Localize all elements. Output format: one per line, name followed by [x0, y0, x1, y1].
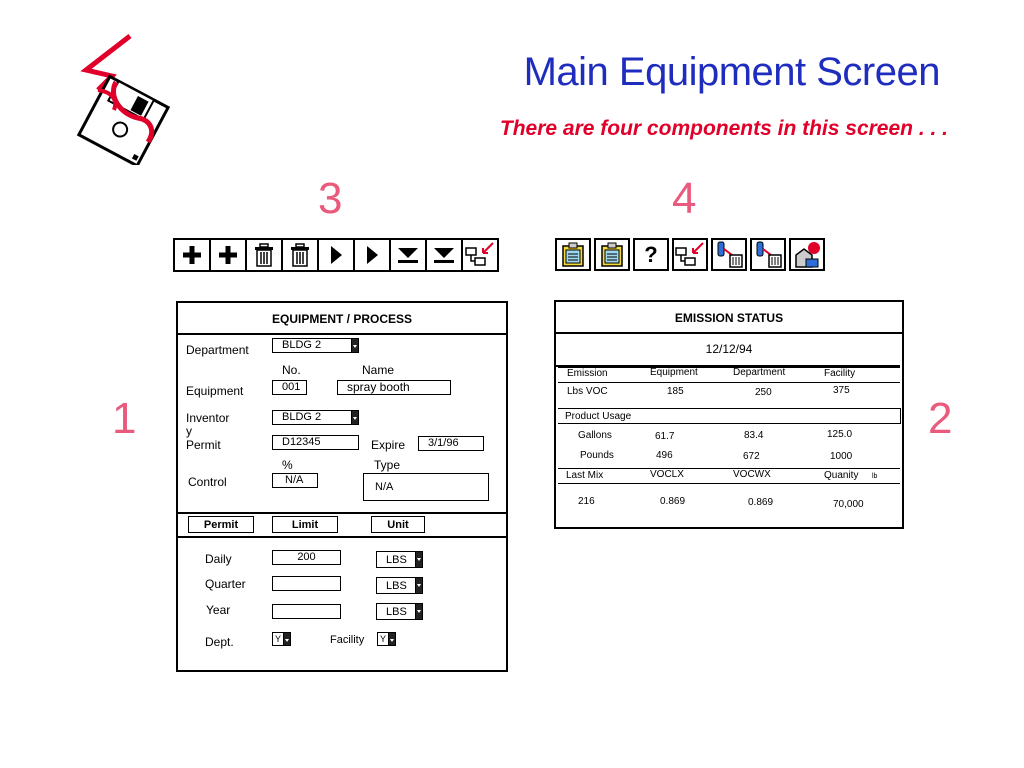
- permit-field[interactable]: D12345: [272, 435, 359, 450]
- clipboard-icon: [560, 242, 586, 268]
- control-percent-field[interactable]: N/A: [272, 473, 318, 488]
- plus-icon: [181, 244, 203, 266]
- dept-dropdown-icon[interactable]: [283, 632, 291, 646]
- hierarchy-button[interactable]: [463, 240, 497, 270]
- help-button[interactable]: [633, 238, 669, 271]
- last-mix-value: 216: [578, 496, 595, 507]
- type-label: Type: [374, 458, 401, 472]
- tab-limit[interactable]: Limit: [272, 516, 338, 533]
- hierarchy-icon: [675, 242, 705, 268]
- gallons-department: 83.4: [744, 430, 764, 441]
- col-equipment-label: Equipment: [650, 367, 698, 378]
- gallons-facility: 125.0: [827, 429, 853, 440]
- equipment-name-field[interactable]: spray booth: [337, 380, 451, 395]
- daily-limit-field[interactable]: 200: [272, 550, 341, 565]
- next-button-2[interactable]: [355, 240, 391, 270]
- inventory-label: Inventor: [186, 411, 230, 425]
- move-bottom-button-2[interactable]: [427, 240, 463, 270]
- year-limit-field[interactable]: [272, 604, 341, 619]
- lbs-voc-department: 250: [755, 387, 772, 398]
- trash-icon: [290, 243, 310, 267]
- permit-label: Permit: [186, 438, 221, 452]
- expire-field[interactable]: 3/1/96: [418, 436, 484, 451]
- quarter-label: Quarter: [205, 577, 246, 591]
- equipment-label: Equipment: [186, 384, 244, 398]
- expire-label: Expire: [371, 438, 406, 452]
- inventory-dropdown-icon[interactable]: [351, 410, 359, 425]
- lbs-voc-equipment: 185: [667, 386, 684, 397]
- logo: [68, 30, 178, 165]
- department-select[interactable]: BLDG 2: [272, 338, 352, 353]
- move-bottom-icon: [432, 245, 456, 265]
- marker-4: 4: [672, 174, 697, 223]
- lbs-voc-facility: 375: [833, 385, 850, 396]
- marker-1: 1: [112, 394, 137, 443]
- equipment-panel-header: EQUIPMENT / PROCESS: [178, 303, 506, 335]
- pounds-equipment: 496: [656, 450, 673, 461]
- emission-date: 12/12/94: [705, 342, 753, 356]
- divider: [176, 512, 506, 514]
- daily-unit-dropdown-icon[interactable]: [415, 551, 423, 568]
- dept-label: Dept.: [205, 635, 234, 649]
- equipment-no-field[interactable]: 001: [272, 380, 307, 395]
- quanity-label: Quanity: [824, 470, 859, 481]
- percent-label: %: [282, 458, 293, 472]
- dept-select[interactable]: Y: [272, 632, 284, 646]
- emission-panel-header: EMISSION STATUS: [556, 302, 902, 334]
- divider: [176, 536, 506, 538]
- next-button[interactable]: [319, 240, 355, 270]
- pounds-facility: 1000: [830, 451, 853, 462]
- daily-unit-select[interactable]: LBS: [376, 551, 416, 568]
- control-type-field[interactable]: N/A: [363, 473, 489, 501]
- voclx-value: 0.869: [660, 496, 686, 507]
- lbs-voc-label: Lbs VOC: [567, 386, 608, 397]
- move-bottom-button[interactable]: [391, 240, 427, 270]
- department-dropdown-icon[interactable]: [351, 338, 359, 353]
- daily-label: Daily: [205, 552, 232, 566]
- inventory-label-wrap: y: [186, 424, 192, 438]
- quarter-limit-field[interactable]: [272, 576, 341, 591]
- facility-select[interactable]: Y: [377, 632, 389, 646]
- move-bottom-icon: [396, 245, 420, 265]
- marker-2: 2: [928, 394, 953, 443]
- facility-label: Facility: [330, 634, 365, 646]
- add-button-2[interactable]: [211, 240, 247, 270]
- vocwx-value: 0.869: [748, 497, 774, 508]
- clipboard-icon: [599, 242, 625, 268]
- flask-trash-icon: [714, 241, 744, 269]
- record-toolbar: [173, 238, 499, 272]
- gallons-equipment: 61.7: [655, 431, 675, 442]
- page-title: Main Equipment Screen: [523, 50, 940, 94]
- tab-unit[interactable]: Unit: [371, 516, 425, 533]
- no-label: No.: [282, 363, 301, 377]
- floppy-disk-logo-icon: [68, 30, 178, 165]
- col-emission-label: Emission: [567, 368, 608, 379]
- play-icon: [364, 245, 380, 265]
- quarter-unit-select[interactable]: LBS: [376, 577, 416, 594]
- inventory-select[interactable]: BLDG 2: [272, 410, 352, 425]
- voclx-label: VOCLX: [650, 469, 684, 480]
- hierarchy-icon: [465, 242, 495, 268]
- flask-trash-button[interactable]: [711, 238, 747, 271]
- facility-dropdown-icon[interactable]: [388, 632, 396, 646]
- gallons-label: Gallons: [578, 430, 612, 441]
- last-mix-label: Last Mix: [566, 470, 604, 481]
- year-unit-dropdown-icon[interactable]: [415, 603, 423, 620]
- emission-button[interactable]: [789, 238, 825, 271]
- add-button[interactable]: [175, 240, 211, 270]
- tab-permit[interactable]: Permit: [188, 516, 254, 533]
- vocwx-label: VOCWX: [733, 469, 771, 480]
- year-label: Year: [206, 603, 231, 617]
- col-department-label: Department: [733, 367, 786, 378]
- pounds-label: Pounds: [580, 450, 614, 461]
- marker-3: 3: [318, 174, 343, 223]
- plus-icon: [217, 244, 239, 266]
- product-usage-label: Product Usage: [565, 411, 632, 422]
- control-label: Control: [188, 475, 227, 489]
- play-icon: [328, 245, 344, 265]
- col-facility-label: Facility: [824, 368, 856, 379]
- clipboard-button-2[interactable]: [594, 238, 630, 271]
- year-unit-select[interactable]: LBS: [376, 603, 416, 620]
- delete-button[interactable]: [247, 240, 283, 270]
- trash-icon: [254, 243, 274, 267]
- flask-trash-button-2[interactable]: [750, 238, 786, 271]
- quanity-unit: lb: [872, 473, 878, 480]
- emission-icon: [792, 241, 822, 269]
- pounds-department: 672: [743, 451, 760, 462]
- emission-toolbar: [555, 238, 825, 271]
- flask-trash-icon: [753, 241, 783, 269]
- quanity-value: 70,000: [833, 499, 864, 510]
- hierarchy-button-right[interactable]: [672, 238, 708, 271]
- name-label: Name: [362, 363, 395, 377]
- page-subtitle: There are four components in this screen . . .: [499, 117, 948, 140]
- department-label: Department: [186, 343, 249, 357]
- clipboard-button[interactable]: [555, 238, 591, 271]
- quarter-unit-dropdown-icon[interactable]: [415, 577, 423, 594]
- help-icon: ?: [644, 241, 658, 267]
- delete-button-2[interactable]: [283, 240, 319, 270]
